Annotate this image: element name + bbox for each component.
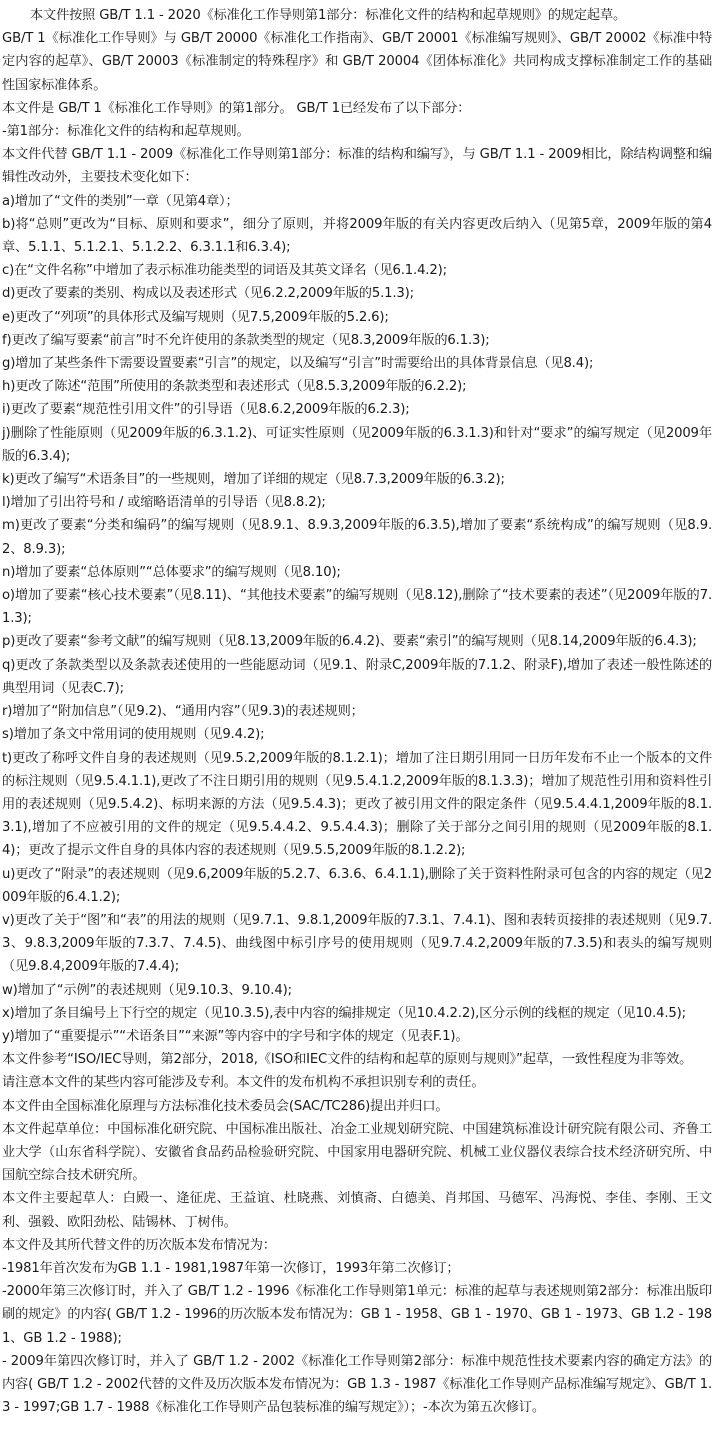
change-item-a: a)增加了“文件的类别”一章（见第4章）； (2, 193, 239, 209)
paragraph-drafting-organizations: 本文件起草单位：中国标准化研究院、中国标准出版社、冶金工业规划研究院、中国建筑标准设计研究院有限公司、齐鲁工业大学（山东省科学院）、安徽省食品药品检验研究院、中国家用电器研究院、机械工业仪器仪表综合技术经济研究所、中国航空综合技术研究所。 (2, 1121, 712, 1184)
paragraph-proposer: 本文件由全国标准化原理与方法标准化技术委员会(SAC/TC286)提出并归口。 (2, 1098, 449, 1114)
change-item-h: h)更改了陈述“范围”所使用的条款类型和表述形式（见8.5.3,2009年版的6.2.2); (2, 379, 467, 395)
change-item-k: k)更改了编写“术语条目”的一些规则，增加了详细的规定（见8.7.3,2009年版的6.3.2); (2, 472, 505, 488)
change-item-s: s)增加了条文中常用词的使用规则（见9.4.2); (2, 727, 265, 743)
change-item-m: m)更改了要素“分类和编码”的编写规则（见8.9.1、8.9.3,2009年版的6.3.5),增加了要素“系统构成”的编写规则（见8.9.2、8.9.3); (2, 518, 712, 557)
change-item-b: b)将“总则”更改为“目标、原则和要求”，细分了原则，并将2009年版的有关内容更改后纳入（见第5章，2009年版的第4章、5.1.1、5.1.2.1、5.1.2.2、6.3.1.1和6.3.4); (2, 216, 712, 256)
list-item-published-part: -第1部分：标准化文件的结构和起草规则。 (2, 124, 250, 140)
change-item-n: n)增加了要素“总体原则”“总体要求”的编写规则（见8.10); (2, 564, 341, 580)
change-item-j: j)删除了性能原则（见2009年版的6.3.1.2)、可证实性原则（见2009年版的6.3.1.3)和针对“要求”的编写规定（见2009年版的6.3.4); (2, 425, 712, 464)
change-item-g: g)增加了某些条件下需要设置要素“引言”的规定，以及编写“引言”时需要给出的具体背景信息（见8.4); (2, 356, 594, 372)
paragraph-history-intro: 本文件及其所代替文件的历次版本发布情况为： (2, 1237, 276, 1253)
history-item-2000: -2000年第三次修订时，并入了 GB/T 1.2 - 1996《标准化工作导则第1单元：标准的起草与表述规则第2部分：标准出版印刷的规定》的内容( GB/T 1.2 - 1996的历次版本发布情况为：GB 1 - 1958、GB 1 - 1970、GB 1 - 1973、GB 1.2 - 1981、GB 1.2 - 1988); (2, 1284, 712, 1346)
change-item-d: d)更改了要素的类别、构成以及表述形式（见6.2.2,2009年版的5.1.3); (2, 286, 414, 302)
change-item-o: o)增加了要素“核心技术要素”（见8.11)、“其他技术要素”的编写规则（见8.12),删除了“技术要素的表述”（见2009年版的7.1.3); (2, 588, 712, 627)
history-item-1981: -1981年首次发布为GB 1.1 - 1981,1987年第一次修订，1993年第二次修订； (2, 1260, 460, 1276)
history-item-2009: - 2009年第四次修订时，并入了 GB/T 1.2 - 2002《标准化工作导则第2部分：标准中规范性技术要素内容的确定方法》的内容( GB/T 1.2 - 2002代替的文件及历次版本发布情况为：GB 1.3 - 1987《标准化工作导则产品标准编写规定》、GB/T 1.3 - 1997;GB 1.7 - 1988《标准化工作导则产品包装标准的编写规定》）；-本次为第五次修订。 (2, 1353, 712, 1416)
change-item-u: u)更改了“附录”的表述规则（见9.6,2009年版的5.2.7、6.3.6、6.4.1.1),删除了关于资料性附录可包含的内容的规定（见2009年版的6.4.1.2); (2, 866, 712, 905)
paragraph-drafters: 本文件主要起草人：白殿一、逄征虎、王益谊、杜晓燕、刘慎斋、白德美、肖邦国、马德军、冯海悦、李佳、李刚、王文利、强毅、欧阳劲松、陆锡林、丁树伟。 (2, 1191, 712, 1230)
change-item-c: c)在“文件名称”中增加了表示标准功能类型的词语及其英文译名（见6.1.4.2); (2, 263, 447, 279)
change-item-t: t)更改了称呼文件自身的表述规则（见9.5.2,2009年版的8.1.2.1)；增加了注日期引用同一日历年发布不止一个版本的文件的标注规则（见9.5.4.1.1),更改了不注日期引用的规则（见9.5.4.1.2,2009年版的8.1.3.3)；增加了规范性引用和资料性引用的表述规则（见9.5.4.2)、标明来源的方法（见9.5.4.3)；更改了被引用文件的限定条件（见9.5.4.4.1,2009年版的8.1.3.1),增加了不应被引用的文件的规定（见9.5.4.4.2、9.5.4.4.3)；删除了关于部分之间引用的规则（见2009年版的8.1.4)；更改了提示文件自身的具体内容的表述规则（见9.5.5,2009年版的8.1.2.2); (2, 750, 712, 859)
change-item-l: l)增加了引出符号和 / 或缩略语清单的引导语（见8.8.2); (2, 495, 326, 511)
change-item-y: y)增加了“重要提示”“术语条目”“来源”等内容中的字号和字体的规定（见表F.1)。 (2, 1028, 469, 1044)
paragraph-standard-system: GB/T 1《标准化工作导则》与 GB/T 20000《标准化工作指南》、GB/T 20001《标准编写规则》、GB/T 20002《标准中特定内容的起草》、GB/T 20003《标准制定的特殊程序》和 GB/T 20004《团体标准化》共同构成支撑标准制定工作的基础性国家标准体系。 (2, 31, 712, 93)
change-item-r: r)增加了“附加信息”（见9.2)、“通用内容”（见9.3)的表述规则； (2, 704, 364, 720)
change-item-p: p)更改了要素“参考文献”的编写规则（见8.13,2009年版的6.4.2)、要素“索引”的编写规则（见8.14,2009年版的6.4.3); (2, 634, 697, 650)
change-item-i: i)更改了要素“规范性引用文件”的引导语（见8.6.2,2009年版的6.2.3); (2, 402, 410, 418)
paragraph-drafting-basis: 本文件按照 GB/T 1.1 - 2020《标准化工作导则第1部分：标准化文件的结构和起草规则》的规定起草。 (30, 8, 627, 23)
paragraph-iso-reference: 本文件参考“ISO/IEC导则，第2部分，2018,《ISO和IEC文件的结构和起草的原则与规则》”起草，一致性程度为非等效。 (2, 1052, 693, 1068)
change-item-w: w)增加了“示例”的表述规则（见9.10.3、9.10.4); (2, 982, 292, 998)
change-item-e: e)更改了“列项”的具体形式及编写规则（见7.5,2009年版的5.2.6); (2, 309, 389, 325)
change-item-f: f)更改了编写要素“前言”时不允许使用的条款类型的规定（见8.3,2009年版的6.1.3); (2, 332, 490, 348)
change-item-v: v)更改了关于“图”和“表”的用法的规则（见9.7.1、9.8.1,2009年版的7.3.1、7.4.1)、图和表转页接排的表述规则（见9.7.3、9.8.3,2009年版的7.3.7、7.4.5)、曲线图中标引序号的使用规则（见9.7.4.2,2009年版的7.3.5)和表头的编写规则（见9.8.4,2009年版的7.4.4); (2, 912, 712, 975)
paragraph-replacement: 本文件代替 GB/T 1.1 - 2009《标准化工作导则第1部分：标准的结构和编写》，与 GB/T 1.1 - 2009相比，除结构调整和编辑性改动外，主要技术变化如下： (2, 147, 712, 186)
change-item-q: q)更改了条款类型以及条款表述使用的一些能愿动词（见9.1、附录C,2009年版的7.1.2、附录F),增加了表述一般性陈述的典型用词（见表C.7); (2, 657, 712, 696)
change-item-x: x)增加了条目编号上下行空的规定（见10.3.5),表中内容的编排规定（见10.4.2.2),区分示例的线框的规定（见10.4.5); (2, 1005, 686, 1021)
paragraph-part-statement: 本文件是 GB/T 1《标准化工作导则》的第1部分。 GB/T 1已经发布了以下部分： (2, 100, 471, 116)
paragraph-patent-notice: 请注意本文件的某些内容可能涉及专利。本文件的发布机构不承担识别专利的责任。 (2, 1075, 485, 1091)
